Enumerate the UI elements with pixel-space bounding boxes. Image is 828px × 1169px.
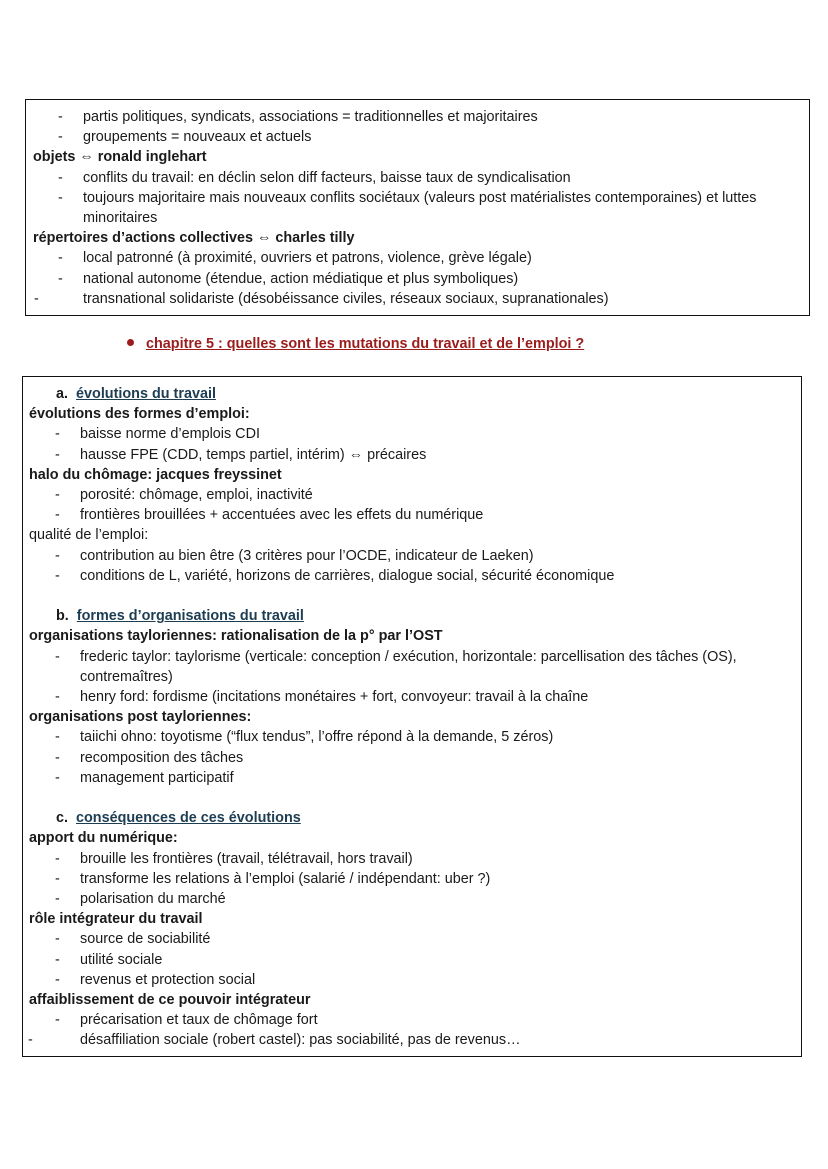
list-item: - conditions de L, variété, horizons de carrières, dialogue social, sécurité économique	[23, 566, 801, 586]
list-item: - conflits du travail: en déclin selon diff facteurs, baisse taux de syndicalisation	[26, 168, 809, 188]
dash-bullet: -	[55, 850, 60, 867]
subheading: apport du numérique:	[29, 830, 178, 847]
dash-bullet: -	[55, 689, 60, 706]
dash-bullet: -	[58, 109, 63, 125]
list-item: - revenus et protection social	[23, 970, 801, 990]
list-item: - groupements = nouveaux et actuels	[26, 127, 809, 147]
dash-bullet: -	[28, 1032, 33, 1049]
dash-bullet: -	[58, 129, 63, 146]
dash-bullet: -	[55, 891, 60, 908]
dash-bullet: -	[34, 290, 39, 307]
chapter-heading: chapitre 5 : quelles sont les mutations du travail et de l’emploi ?	[127, 336, 584, 352]
subheading: rôle intégrateur du travail	[29, 911, 203, 928]
list-item: - baisse norme d’emplois CDI	[23, 424, 801, 444]
dash-bullet: -	[58, 270, 63, 287]
dash-bullet: -	[55, 567, 60, 584]
list-item: - brouille les frontières (travail, télétravail, hors travail)	[23, 849, 801, 869]
list-item: - frederic taylor: taylorisme (verticale: conception / exécution, horizontale: parcellisation des tâches (OS), contremaîtres)	[55, 648, 737, 685]
dash-bullet: -	[55, 931, 60, 948]
list-item: - transnational solidariste (désobéissance civiles, réseaux sociaux, supranationales)	[26, 289, 809, 309]
dash-bullet: -	[55, 769, 60, 786]
subheading: qualité de l’emploi:	[29, 527, 149, 544]
list-item: - utilité sociale	[23, 950, 801, 970]
dash-bullet: -	[58, 169, 63, 186]
list-item: - transforme les relations à l’emploi (salarié / indépendant: uber ?)	[23, 869, 801, 889]
dash-bullet: -	[55, 507, 60, 524]
list-item: - recomposition des tâches	[23, 748, 801, 768]
heading-objets: objets ⇔ ronald inglehart	[33, 149, 207, 166]
dash-bullet: -	[58, 189, 63, 206]
section-heading-a: a. évolutions du travail	[56, 386, 216, 402]
dash-bullet: -	[55, 1012, 60, 1029]
list-item: - management participatif	[23, 768, 801, 788]
list-item: - frontières brouillées + accentuées avec les effets du numérique	[23, 505, 801, 525]
spacer	[23, 788, 801, 808]
subheading: organisations post tayloriennes:	[29, 709, 252, 726]
list-item: - toujours majoritaire mais nouveaux conflits sociétaux (valeurs post matérialistes contemporaines) et luttes minoritaires	[58, 189, 757, 227]
dash-bullet: -	[55, 547, 60, 564]
notes-box-chapter5	[22, 376, 802, 1057]
dash-bullet: -	[55, 426, 60, 443]
list-item: - local patronné (à proximité, ouvriers et patrons, violence, grève légale)	[26, 248, 809, 268]
dash-bullet: -	[55, 446, 60, 463]
dash-bullet: -	[58, 250, 63, 267]
dash-bullet: -	[55, 729, 60, 746]
list-item: - hausse FPE (CDD, temps partiel, intérim) ⇔ précaires	[23, 445, 801, 465]
list-item: - henry ford: fordisme (incitations monétaires + fort, convoyeur: travail à la chaîne	[23, 687, 801, 707]
dash-bullet: -	[55, 971, 60, 988]
subheading: organisations tayloriennes: rationalisation de la p° par l’OST	[29, 628, 443, 645]
dash-bullet: -	[55, 648, 60, 665]
dash-bullet: -	[55, 487, 60, 504]
list-item: - national autonome (étendue, action médiatique et plus symboliques)	[26, 269, 809, 289]
list-item: - partis politiques, syndicats, associations = traditionnelles et majoritaires	[26, 107, 809, 127]
section-heading-c: c. conséquences de ces évolutions	[56, 810, 301, 827]
subheading: affaiblissement de ce pouvoir intégrateur	[29, 992, 311, 1009]
list-item: - désaffiliation sociale (robert castel): pas sociabilité, pas de revenus…	[23, 1030, 801, 1050]
list-item: - source de sociabilité	[23, 929, 801, 949]
list-item: - taiichi ohno: toyotisme (“flux tendus”, l’offre répond à la demande, 5 zéros)	[23, 727, 801, 747]
list-item: - porosité: chômage, emploi, inactivité	[23, 485, 801, 505]
list-item: - précarisation et taux de chômage fort	[23, 1010, 801, 1030]
bullet-icon	[127, 339, 134, 346]
dash-bullet: -	[55, 870, 60, 887]
subheading: évolutions des formes d’emploi:	[29, 406, 250, 423]
dash-bullet: -	[55, 951, 60, 968]
subheading: halo du chômage: jacques freyssinet	[29, 466, 282, 483]
list-item: - contribution au bien être (3 critères pour l’OCDE, indicateur de Laeken)	[23, 546, 801, 566]
spacer	[23, 586, 801, 606]
list-item: - polarisation du marché	[23, 889, 801, 909]
dash-bullet: -	[55, 749, 60, 766]
heading-repertoires: répertoires d’actions collectives ⇔ charles tilly	[33, 230, 355, 247]
notes-box-top	[25, 99, 810, 316]
section-heading-b: b. formes d’organisations du travail	[56, 608, 304, 625]
